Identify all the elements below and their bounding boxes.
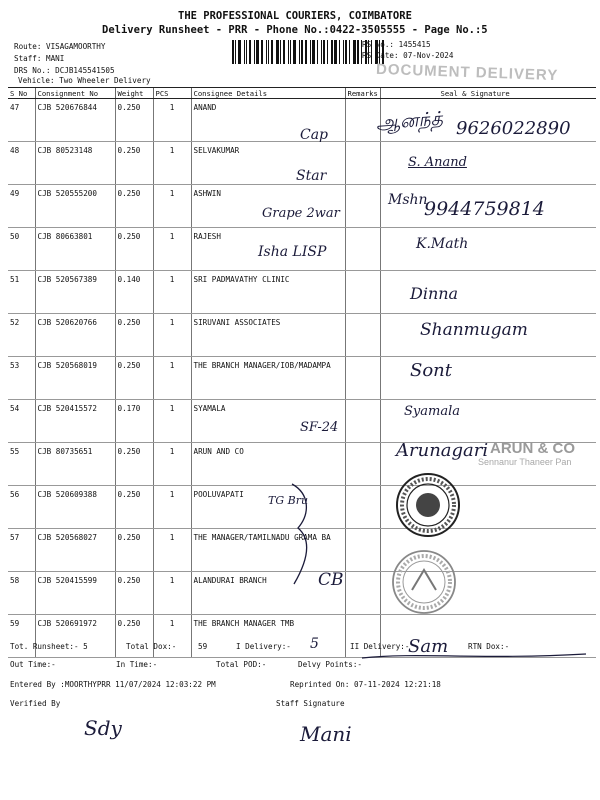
cell-consignee: SYAMALA [191,400,345,443]
rs-date: RS Date: 07-Nov-2024 [362,51,454,60]
delvy-points-label: Delvy Points:- [298,660,363,669]
cell-weight: 0.250 [115,443,153,486]
cell-remarks [345,486,380,529]
cell-consignment-no: CJB 520555200 [35,185,115,228]
cell-pcs: 1 [153,271,191,314]
arun-stamp-name: ARUN & CO [490,440,575,457]
barcode-bar [312,40,315,64]
signature-51: Dinna [410,284,459,303]
barcode-bar [235,40,236,64]
cell-weight: 0.250 [115,228,153,271]
signature-52: Shanmugam [420,320,528,340]
cell-consignee: POOLUVAPATI [191,486,345,529]
cell-remarks [345,529,380,572]
verified-signature: Sdy [84,716,122,740]
i-delivery-label: I Delivery:- [236,642,291,651]
signature-50: K.Math [416,236,469,252]
barcode-bar [238,40,241,64]
cell-pcs: 1 [153,228,191,271]
barcode-bar [293,40,296,64]
barcode-bar [276,40,279,64]
cell-sno: 49 [8,185,35,228]
cell-consignee: ANAND [191,99,345,142]
document-delivery-stamp: DOCUMENT DELIVERY [375,60,559,85]
total-dox-label: Total Dox:- [126,642,177,651]
cell-remarks [345,314,380,357]
col-sno: S No [8,88,35,99]
cell-consignment-no: CJB 520567389 [35,271,115,314]
cell-sno: 55 [8,443,35,486]
cell-consignee: SELVAKUMAR [191,142,345,185]
ii-delivery-label: II Delivery:- [350,642,410,651]
i-delivery-mark: 5 [310,636,319,652]
cell-consignee: SRI PADMAVATHY CLINIC [191,271,345,314]
cell-sno: 53 [8,357,35,400]
cell-weight: 0.250 [115,99,153,142]
barcode-bar [288,40,289,64]
round-seal-stamp-faded [390,546,458,618]
cell-sno: 56 [8,486,35,529]
col-consignment: Consignment No [35,88,115,99]
table-header-row [8,88,596,99]
cell-sno: 52 [8,314,35,357]
barcode-bar [299,40,300,64]
rs-number: RS No.: 1455415 [362,40,431,49]
signature-53: Sont [410,360,452,381]
cell-remarks [345,271,380,314]
staff-signature: Mani [300,722,352,746]
rtn-dox-label: RTN Dox:- [468,642,510,651]
cell-consignment-no: CJB 520609388 [35,486,115,529]
barcode-bar [339,40,340,64]
cell-weight: 0.250 [115,142,153,185]
cell-sno: 47 [8,99,35,142]
table-row [8,271,596,314]
cell-consignee: ARUN AND CO [191,443,345,486]
cell-sno: 50 [8,228,35,271]
cell-consignment-no: CJB 80663801 [35,228,115,271]
total-dox-value: 59 [198,642,208,651]
barcode-bar [271,40,273,64]
barcode [232,40,356,66]
barcode-bar [266,40,267,64]
cell-sno: 58 [8,572,35,615]
signature-54: Syamala [404,404,460,419]
barcode-bar [280,40,281,64]
remark-50: Isha LISP [258,244,327,260]
cell-pcs: 1 [153,486,191,529]
barcode-bar [249,40,251,64]
cell-consignee: THE MANAGER/TAMILNADU GRAMA BA [191,529,345,572]
remark-54: SF-24 [300,420,339,435]
staff-label: Staff: MANI [14,54,65,63]
cell-sno: 59 [8,615,35,658]
total-pod-label: Total POD:- [216,660,267,669]
cell-weight: 0.170 [115,400,153,443]
cell-consignee: ASHWIN [191,185,345,228]
barcode-bar [353,40,356,64]
cell-consignee: SIRUVANI ASSOCIATES [191,314,345,357]
phone-47: 9626022890 [456,118,571,139]
cell-seal-signature [380,228,596,271]
round-seal-stamp [394,472,462,538]
cell-remarks [345,400,380,443]
col-pcs: PCS [153,88,191,99]
in-time-label: In Time:- [116,660,158,669]
reprinted-on: Reprinted On: 07-11-2024 12:21:18 [290,680,441,689]
barcode-bar [254,40,255,64]
cell-remarks [345,228,380,271]
vehicle-label: Vehicle: Two Wheeler Delivery [18,76,151,85]
verified-by-label: Verified By [10,699,61,708]
barcode-bar [305,40,307,64]
cell-remarks [345,142,380,185]
cell-sno: 57 [8,529,35,572]
drs-number: DRS No.: DCJB145541505 [14,66,115,75]
remark-49: Grape 2war [262,206,340,221]
cell-pcs: 1 [153,572,191,615]
col-weight: Weight [115,88,153,99]
signature-48: S. Anand [408,155,467,170]
cell-weight: 0.250 [115,314,153,357]
barcode-bar [331,40,333,64]
col-seal: Seal & Signature [380,88,596,99]
col-remarks: Remarks [345,88,380,99]
cell-consignee: ALANDURAI BRANCH [191,572,345,615]
barcode-bar [301,40,303,64]
cell-sno: 54 [8,400,35,443]
cell-weight: 0.250 [115,572,153,615]
col-consignee: Consignee Details [191,88,345,99]
cell-consignee: RAJESH [191,228,345,271]
out-time-label: Out Time:- [10,660,56,669]
barcode-bar [256,40,259,64]
cell-consignment-no: CJB 80735651 [35,443,115,486]
barcode-bar [232,40,234,64]
barcode-bar [290,40,291,64]
barcode-bar [334,40,337,64]
cell-weight: 0.140 [115,271,153,314]
tot-runsheet: Tot. Runsheet:- 5 [10,642,88,651]
cell-pcs: 1 [153,529,191,572]
runsheet-title: Delivery Runsheet - PRR - Phone No.:0422-3505555 - Page No.:5 [102,24,488,36]
signature-47: ஆனந்த் [375,107,444,135]
barcode-bar [323,40,325,64]
cell-consignment-no: CJB 520676844 [35,99,115,142]
cell-consignment-no: CJB 520568019 [35,357,115,400]
cell-weight: 0.250 [115,185,153,228]
cell-pcs: 1 [153,185,191,228]
cell-pcs: 1 [153,99,191,142]
cell-consignment-no: CJB 520415599 [35,572,115,615]
arun-stamp-place: Sennanur Thaneer Pan [478,457,572,467]
barcode-bar [345,40,347,64]
cell-consignment-no: CJB 520568027 [35,529,115,572]
remark-47: Cap [300,127,329,143]
cell-consignment-no: CJB 520691972 [35,615,115,658]
barcode-bar [349,40,350,64]
cell-consignee: THE BRANCH MANAGER TMB [191,615,345,658]
cell-pcs: 1 [153,314,191,357]
cell-weight: 0.250 [115,615,153,658]
cell-remarks [345,357,380,400]
cell-consignment-no: CJB 520620766 [35,314,115,357]
staff-signature-label: Staff Signature [276,699,345,708]
barcode-bar [268,40,269,64]
cell-sno: 48 [8,142,35,185]
phone-49: 9944759814 [424,198,545,220]
barcode-bar [244,40,245,64]
barcode-bar [246,40,247,64]
barcode-bar [283,40,285,64]
barcode-bar [310,40,311,64]
cell-pcs: 1 [153,357,191,400]
cell-pcs: 1 [153,142,191,185]
barcode-bar [357,40,359,64]
cell-sno: 51 [8,271,35,314]
entered-by: Entered By :MOORTHYPRR 11/07/2024 12:03:22 PM [10,680,216,689]
cell-pcs: 1 [153,443,191,486]
cell-remarks [345,443,380,486]
barcode-bar [321,40,322,64]
cell-pcs: 1 [153,400,191,443]
barcode-bar [327,40,328,64]
signature-total: Sam [408,636,449,657]
barcode-bar [317,40,318,64]
barcode-bar [261,40,263,64]
table-row [8,357,596,400]
cell-weight: 0.250 [115,486,153,529]
remark-56: TG Bru [268,494,309,507]
company-name: THE PROFESSIONAL COURIERS, COIMBATORE [178,10,412,22]
cell-weight: 0.250 [115,357,153,400]
cell-remarks [345,185,380,228]
cell-weight: 0.250 [115,529,153,572]
cell-consignment-no: CJB 520415572 [35,400,115,443]
remark-58: CB [318,570,344,590]
signature-49: Mshn [388,192,428,208]
barcode-bar [343,40,344,64]
cell-consignment-no: CJB 80523148 [35,142,115,185]
route-label: Route: VISAGAMOORTHY [14,42,106,51]
signature-55: Arunagari [396,440,489,461]
remark-48: Star [296,168,327,184]
cell-pcs: 1 [153,615,191,658]
cell-remarks [345,572,380,615]
cell-consignee: THE BRANCH MANAGER/IOB/MADAMPA [191,357,345,400]
